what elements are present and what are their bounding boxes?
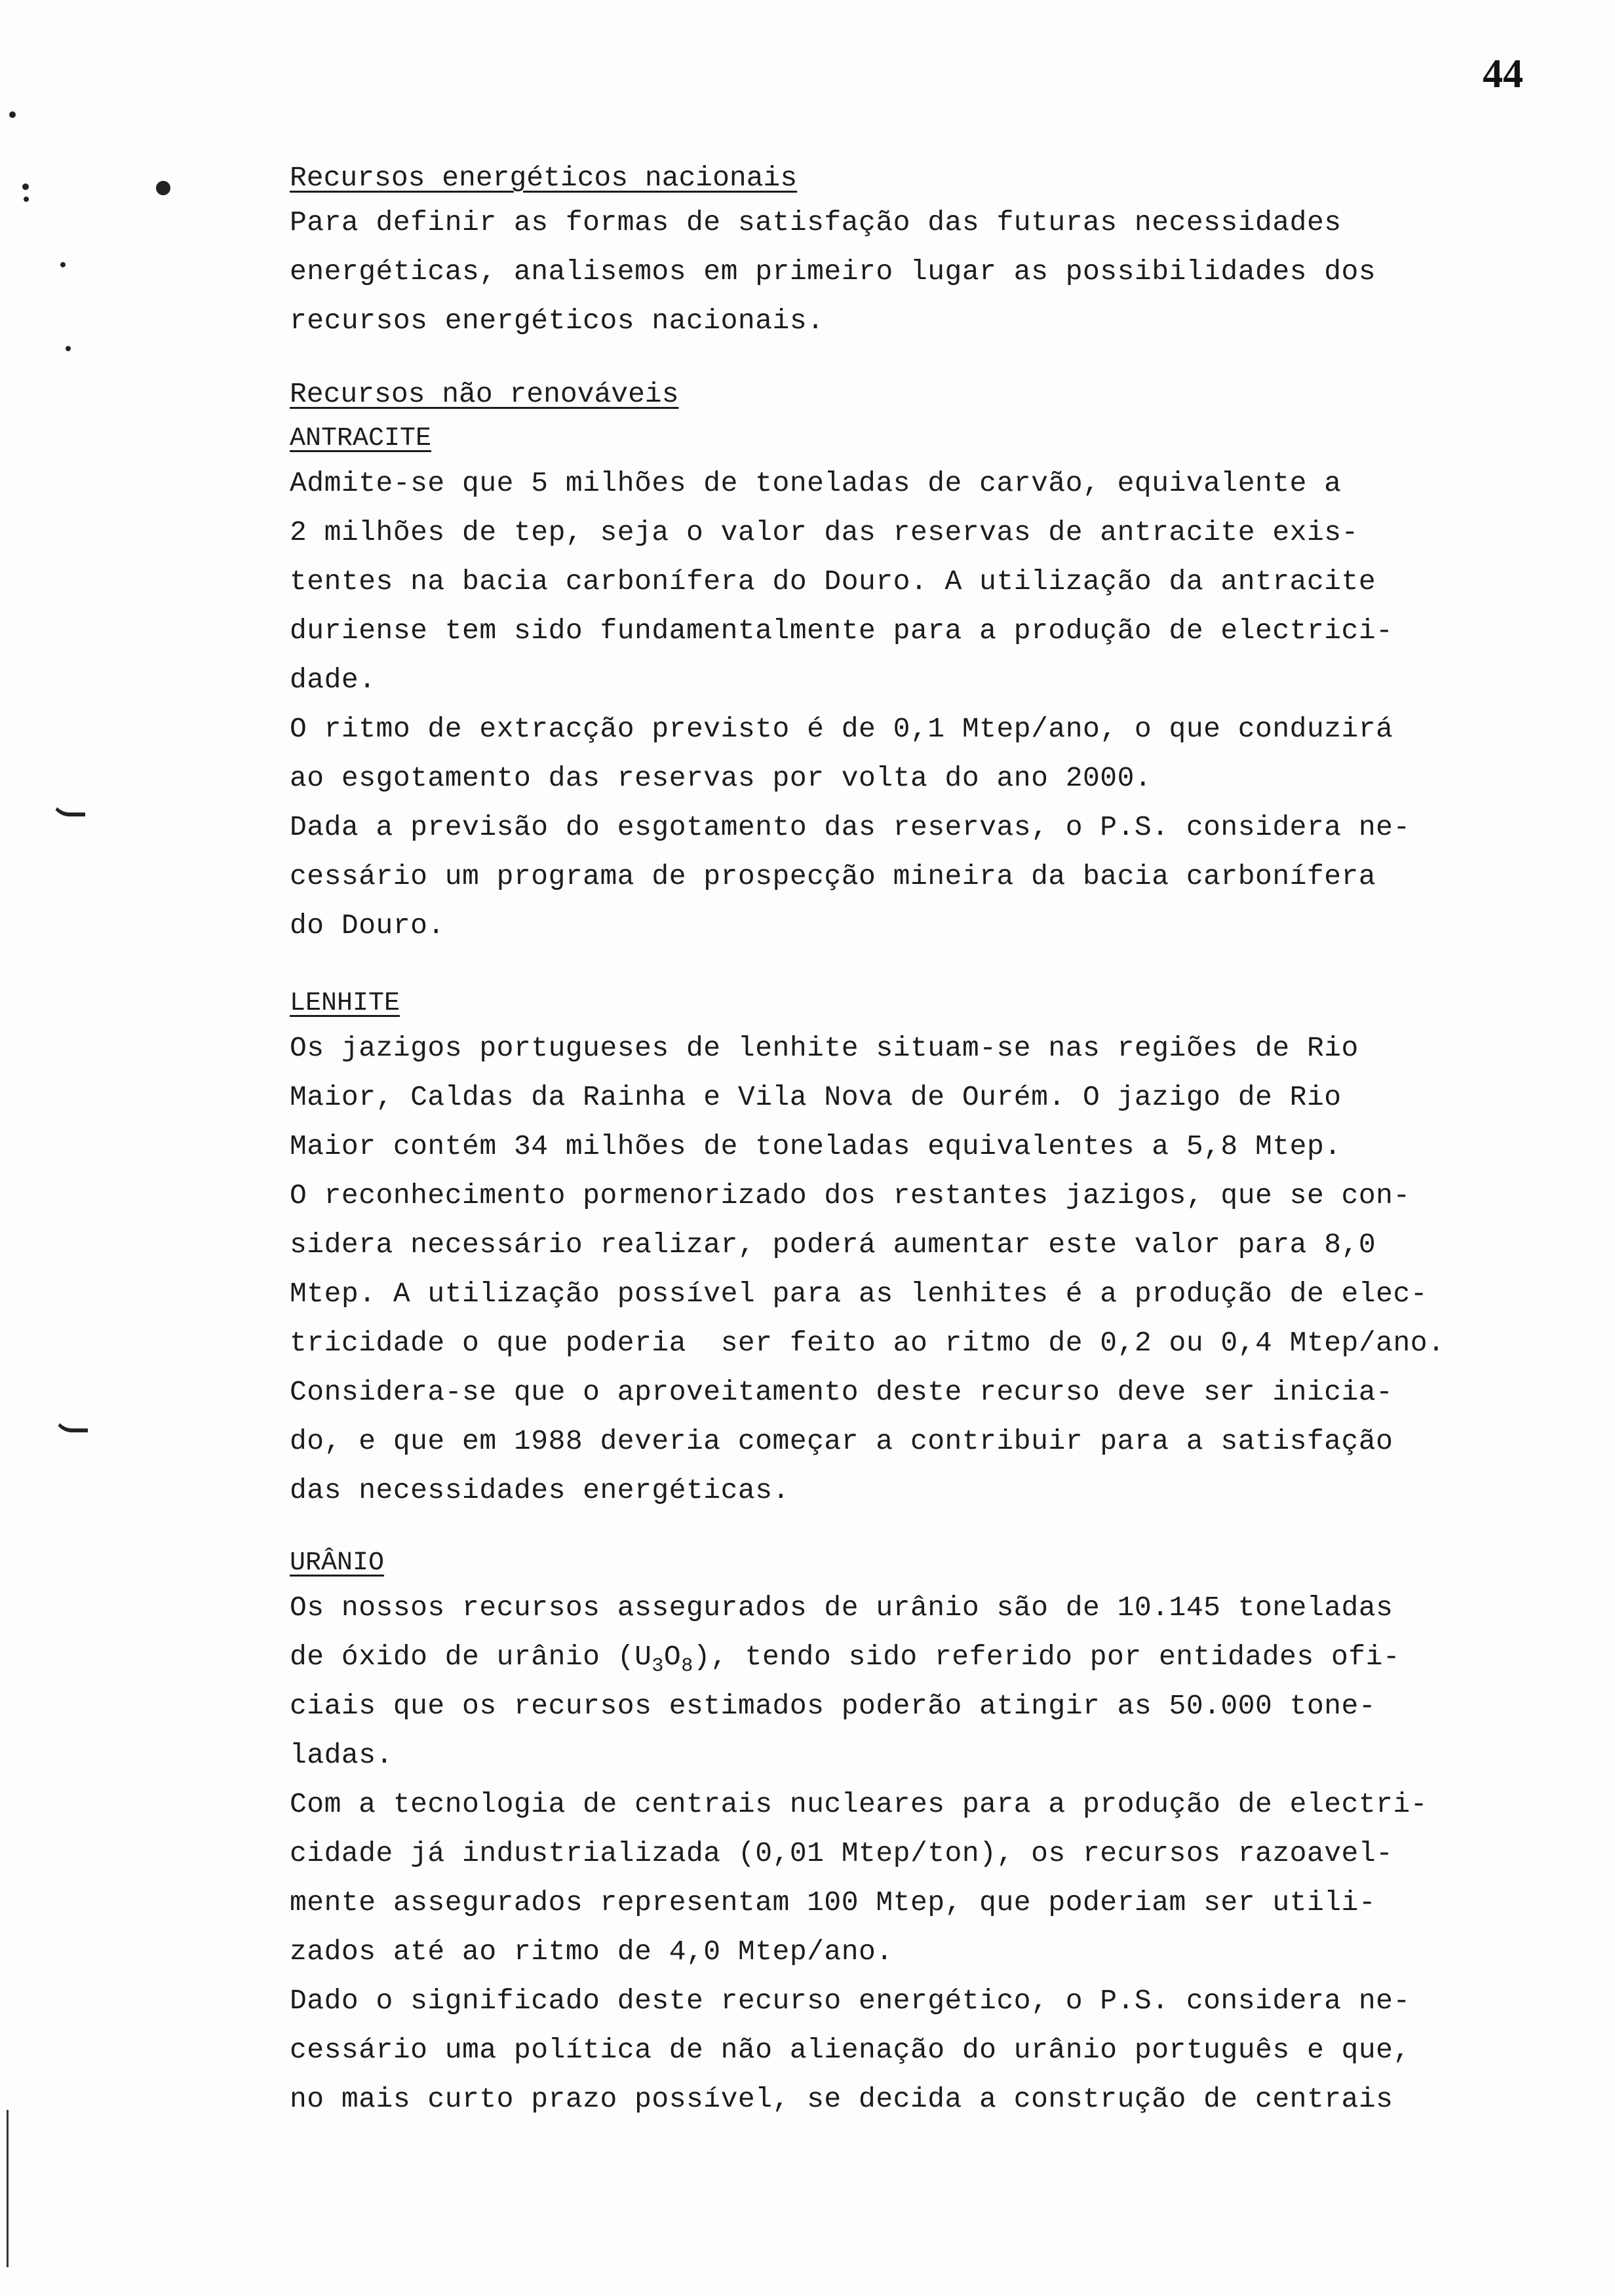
margin-edge-line — [7, 2110, 9, 2267]
paragraph-line: sidera necessário realizar, poderá aumentar este valor para 8,0 — [290, 1229, 1376, 1261]
margin-mark — [51, 798, 85, 816]
formula-text-after: ), tendo sido referido por entidades ofi- — [693, 1641, 1401, 1673]
paragraph-line: duriense tem sido fundamentalmente para a produção de electrici- — [290, 615, 1393, 647]
margin-mark — [54, 1414, 88, 1432]
formula-text-before: de óxido de urânio (U — [290, 1641, 652, 1673]
bullet-dot — [156, 181, 170, 195]
paragraph-line: Mtep. A utilização possível para as lenhites é a produção de elec- — [290, 1278, 1428, 1310]
page-number: 44 — [1483, 52, 1523, 96]
margin-dot — [24, 197, 29, 202]
paragraph-line: Maior contém 34 milhões de toneladas equivalentes a 5,8 Mtep. — [290, 1130, 1342, 1162]
formula-text-mid: O — [663, 1641, 682, 1673]
subsection-heading: LENHITE — [290, 989, 400, 1018]
formula-subscript: 8 — [681, 1655, 693, 1677]
section-lenhite — [290, 984, 1574, 1515]
paragraph-line: do, e que em 1988 deveria começar a contribuir para a satisfação — [290, 1425, 1393, 1457]
margin-dot — [66, 346, 71, 351]
margin-dot — [60, 262, 66, 267]
paragraph-line: ladas. — [290, 1739, 393, 1771]
paragraph-line: Com a tecnologia de centrais nucleares para a produção de electri- — [290, 1788, 1428, 1820]
paragraph-line: ao esgotamento das reservas por volta do ano 2000. — [290, 762, 1152, 794]
section-intro — [290, 159, 1574, 345]
paragraph-line: Maior, Caldas da Rainha e Vila Nova de Ourém. O jazigo de Rio — [290, 1081, 1342, 1113]
section-heading: Recursos não renováveis — [290, 378, 679, 410]
paragraph-line: tricidade o que poderia ser feito ao ritmo de 0,2 ou 0,4 Mtep/ano. — [290, 1327, 1445, 1359]
paragraph-line: tentes na bacia carbonífera do Douro. A utilização da antracite — [290, 565, 1376, 598]
paragraph-line: no mais curto prazo possível, se decida a construção de centrais — [290, 2083, 1393, 2115]
margin-dot — [22, 183, 29, 190]
paragraph-line: O reconhecimento pormenorizado dos restantes jazigos, que se con- — [290, 1179, 1411, 1212]
paragraph-line: Dado o significado deste recurso energético, o P.S. considera ne- — [290, 1985, 1411, 2017]
paragraph-line: Para definir as formas de satisfação das futuras necessidades — [290, 206, 1342, 239]
subsection-heading: ANTRACITE — [290, 424, 432, 453]
paragraph-line: Os nossos recursos assegurados de urânio são de 10.145 toneladas — [290, 1592, 1393, 1624]
paragraph-line: Dada a previsão do esgotamento das reservas, o P.S. considera ne- — [290, 811, 1411, 843]
paragraph-line: 2 milhões de tep, seja o valor das reservas de antracite exis- — [290, 516, 1359, 548]
paragraph-line: Admite-se que 5 milhões de toneladas de carvão, equivalente a — [290, 467, 1342, 499]
margin-dot — [9, 111, 16, 118]
paragraph-line: mente assegurados representam 100 Mtep, que poderiam ser utili- — [290, 1886, 1376, 1919]
paragraph-line: cidade já industrializada (0,01 Mtep/ton), os recursos razoavel- — [290, 1837, 1393, 1869]
paragraph-line: ciais que os recursos estimados poderão atingir as 50.000 tone- — [290, 1690, 1376, 1722]
paragraph-line: O ritmo de extracção previsto é de 0,1 Mtep/ano, o que conduzirá — [290, 713, 1393, 745]
paragraph-line: das necessidades energéticas. — [290, 1474, 790, 1506]
paragraph-line: do Douro. — [290, 909, 445, 942]
paragraph-line: zados até ao ritmo de 4,0 Mtep/ano. — [290, 1936, 893, 1968]
paragraph-line: dade. — [290, 664, 376, 696]
paragraph-line: Considera-se que o aproveitamento deste recurso deve ser inicia- — [290, 1376, 1393, 1408]
section-heading: Recursos energéticos nacionais — [290, 162, 798, 194]
paragraph-line: recursos energéticos nacionais. — [290, 305, 825, 337]
paragraph-line: energéticas, analisemos em primeiro lugar as possibilidades dos — [290, 256, 1376, 288]
paragraph-line: cessário um programa de prospecção mineira da bacia carbonífera — [290, 860, 1376, 892]
paragraph-line: cessário uma política de não alienação do urânio português e que, — [290, 2034, 1411, 2066]
subsection-heading: URÂNIO — [290, 1548, 385, 1578]
formula-subscript: 3 — [652, 1655, 664, 1677]
section-uranio — [290, 1544, 1574, 2124]
paragraph-line-formula — [290, 1632, 1574, 1681]
paragraph-line: Os jazigos portugueses de lenhite situam-se nas regiões de Rio — [290, 1032, 1359, 1064]
section-antracite — [290, 375, 1574, 950]
